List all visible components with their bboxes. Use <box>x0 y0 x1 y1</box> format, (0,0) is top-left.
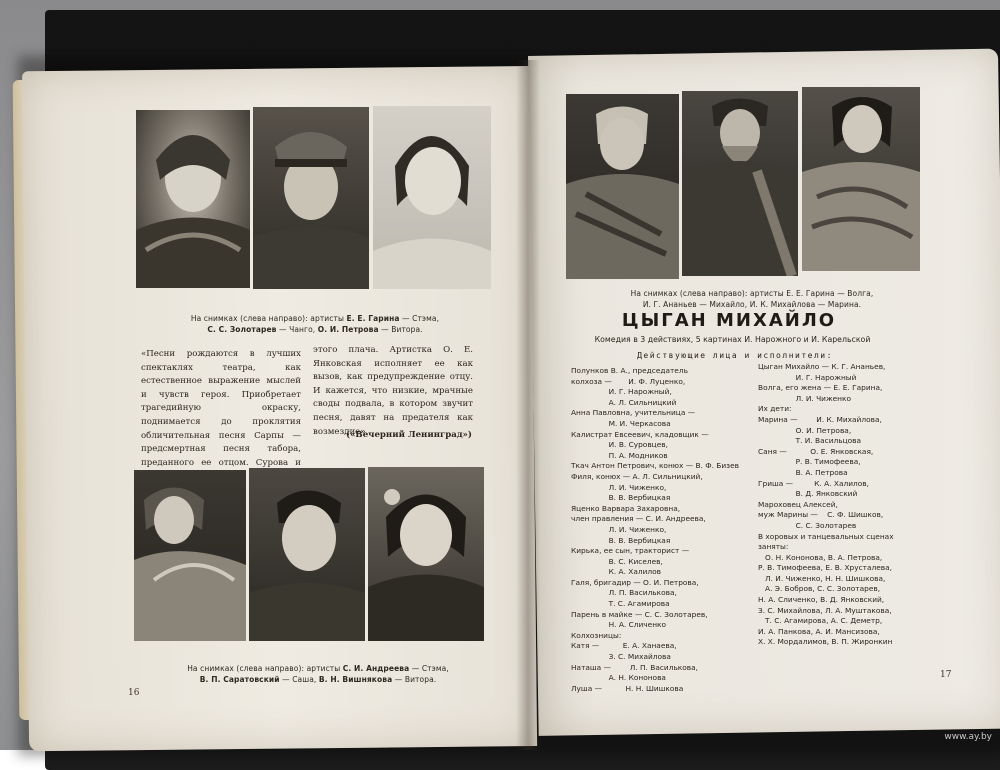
cast-line: И. Г. Нарожный, <box>571 387 672 397</box>
cast-line: Цыган Михайло — К. Г. Ананьев, <box>758 362 886 371</box>
cast-line: К. А. Халилов <box>571 567 662 577</box>
play-subtitle: Комедия в 3 действиях, 5 картинах И. Нарожного и И. Карельской <box>594 335 871 344</box>
cast-line: Полунков В. А., председатель <box>571 366 688 375</box>
top-photo-caption: На снимках (слева направо): артисты Е. Е. Гарина — Стэма, С. С. Золотарев — Чанго, О. И. Петрова — Витора. <box>190 314 440 334</box>
photo-actress-petrova <box>373 106 491 289</box>
photo-actor-saratovsky <box>249 468 365 641</box>
photo-actor-zolotarev <box>253 107 369 289</box>
cast-line: Саня — О. Е. Янковская, <box>758 446 874 456</box>
photo-actress-garina <box>136 110 250 288</box>
cast-list-right <box>758 362 938 648</box>
cast-heading: Действующие лица и исполнители: <box>637 351 833 360</box>
cast-line: Н. А. Сличенко <box>571 620 667 630</box>
cast-line: В хоровых и танцевальных сценах <box>758 531 894 541</box>
cast-line: Анна Павловна, учительница — <box>571 408 696 418</box>
play-title: ЦЫГАН МИХАЙЛО <box>621 310 837 331</box>
cast-line: И. Г. Нарожный <box>758 372 857 382</box>
cast-line: колхоза — И. Ф. Луценко, <box>571 376 686 386</box>
cast-line: В. В. Вербицкая <box>571 493 671 503</box>
cast-line: З. С. Михайлова, Л. А. Муштакова, <box>758 605 892 615</box>
bottom-photo-caption: На снимках (слева направо): артисты С. И. Андреева — Стэма, В. П. Саратовский — Саша, В. Н. Вишнякова — Витора. <box>187 664 449 684</box>
photo-actress-vishnyakova <box>368 467 484 641</box>
quote-column-1: «Песни рождаются в лучших спектаклях театра, как естественное выражение мыслей и чувств героя. Приобретает трагедийную окраску, поднимается до проклятия обличительная песня Сарпы — предсмертная песня табора, преданного ее отцом. Сурова и <box>141 349 301 468</box>
quote-source: («Вечерний Ленинград») <box>346 430 472 440</box>
cast-line: В. Д. Янковский <box>758 489 858 499</box>
cast-line: Т. С. Агамирова <box>571 599 670 609</box>
cast-line: Их дети: <box>758 404 792 414</box>
right-photo-caption: На снимках (слева направо): артисты Е. Е. Гарина — Волга, И. Г. Ананьев — Михайло, И. К. Михайлова — Марина. <box>630 289 874 309</box>
cast-line: Филя, конюх — А. Л. Сильницкий, <box>571 471 703 481</box>
cast-line: Т. С. Агамирова, А. С. Деметр, <box>758 616 883 626</box>
cast-line: А. Э. Бобров, С. С. Золотарев, <box>758 584 881 594</box>
photo-actress-andreeva <box>134 470 246 641</box>
cast-line: Кирька, ее сын, тракторист — <box>571 546 690 556</box>
cast-line: Луша — Н. Н. Шишкова <box>571 683 684 693</box>
cast-line: Р. В. Тимофеева, Е. В. Хрусталева, <box>758 563 893 573</box>
cast-list-left <box>571 366 751 694</box>
photo-actor-ananiev-mikhailo <box>682 91 798 276</box>
cast-line: И. В. Суровцев, <box>571 440 668 450</box>
cast-line: Парень в майке — С. С. Золотарев, <box>571 609 708 619</box>
cast-line: Колхозницы: <box>571 630 622 640</box>
cast-line: В. А. Петрова <box>758 467 848 477</box>
cast-line: Марина — И. К. Михайлова, <box>758 414 882 424</box>
cast-line: Ткач Антон Петрович, конюх — В. Ф. Бизев <box>571 461 740 471</box>
quote-column-2: этого плача. Артистка О. Е. Янковская исполняет ее как вызов, как предупреждение отцу. И кажется, что низкие, мрачные своды подвала, в котором звучит песня, давят на предателя как возмездие». <box>313 345 473 437</box>
cast-line: Катя — Е. А. Ханаева, <box>571 641 677 651</box>
cast-line: Яценко Варвара Захаровна, <box>571 503 681 513</box>
cast-line: Л. И. Чиженко, <box>571 524 667 534</box>
cast-line: А. Л. Сильницкий <box>571 397 677 407</box>
cast-line: О. Н. Кононова, В. А. Петрова, <box>758 552 883 562</box>
cast-line: муж Марины — С. Ф. Шишков, <box>758 510 884 520</box>
photo-actress-mikhailova-marina <box>802 87 920 271</box>
cast-line: О. И. Петрова, <box>758 425 852 435</box>
cast-line: Волга, его жена — Е. Е. Гарина, <box>758 383 883 393</box>
cast-line: И. А. Панкова, А. И. Мансизова, <box>758 626 880 636</box>
cast-line: П. А. Модников <box>571 450 668 460</box>
cast-line: З. С. Михайлова <box>571 652 671 662</box>
cast-line: М. И. Черкасова <box>571 418 671 428</box>
cast-line: Н. А. Сличенко, В. Д. Янковский, <box>758 595 885 605</box>
page-number-right: 17 <box>940 670 952 680</box>
watermark-text: www.ay.by <box>944 732 992 742</box>
cast-line: Р. В. Тимофеева, <box>758 457 861 467</box>
cast-line: С. С. Золотарев <box>758 520 857 530</box>
cast-line: В. С. Киселев, <box>571 556 663 566</box>
cast-line: член правления — С. И. Андреева, <box>571 514 706 524</box>
book-gutter <box>516 60 540 750</box>
cast-line: Л. И. Чиженко, <box>571 482 667 492</box>
cast-line: Галя, бригадир — О. И. Петрова, <box>571 577 699 587</box>
cast-line: Л. П. Василькова, <box>571 588 677 598</box>
cast-line: Калистрат Евсеевич, кладовщик — <box>571 429 709 439</box>
cast-line: Гриша — К. А. Халилов, <box>758 478 869 488</box>
page-number-left: 16 <box>128 688 140 698</box>
cast-line: Х. Х. Мордалимов, В. П. Жиронкин <box>758 637 893 647</box>
cast-line: Л. И. Чиженко <box>758 393 851 403</box>
cast-line: В. В. Вербицкая <box>571 535 671 545</box>
cast-line: А. Н. Кононова <box>571 673 666 683</box>
photo-actress-garina-volga <box>566 94 679 279</box>
cast-line: Т. И. Васильцова <box>758 436 862 446</box>
cast-line: Мароховец Алексей, <box>758 499 838 509</box>
cast-line: заняты: <box>758 542 789 552</box>
cast-line: Наташа — Л. П. Василькова, <box>571 662 699 672</box>
cast-line: Л. И. Чиженко, Н. Н. Шишкова, <box>758 573 886 583</box>
